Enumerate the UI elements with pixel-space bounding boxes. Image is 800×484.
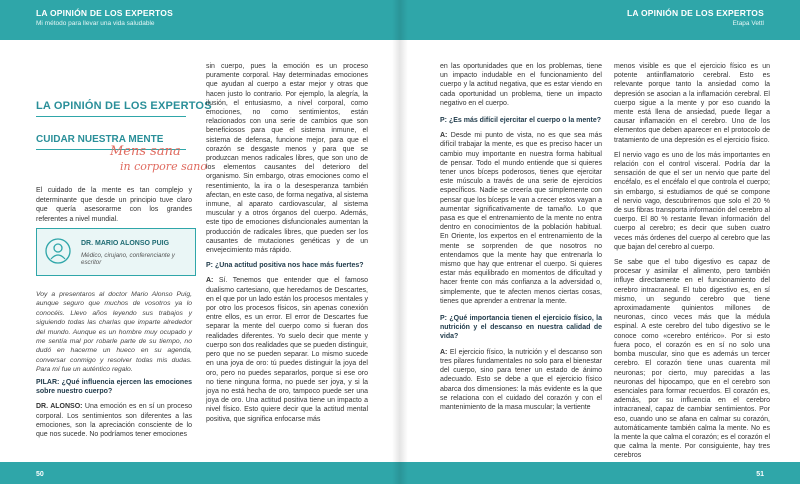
right-header-title: LA OPINIÓN DE LOS EXPERTOS [627, 8, 764, 18]
answer-2 [206, 276, 368, 423]
answer-4-label: A: [440, 348, 448, 356]
right-col2-paragraph-2: El nervio vago es uno de los más importantes en relación con el control visceral. Podría dar la sensación de que el ser un nervio que parte del encéfalo, es el encéfalo el que controla el cuerpo; sin embargo, si estudiamos de qué se compone el nervio vago, descubriremos que solo el 20 % de sus fibras transporta información del cerebro al cuerpo. El 80 % restante llevan información del cuerpo al cerebro; es decir que suben cuatro veces más órdenes del cuerpo al cerebro que las que bajan del cerebro al cuerpo. [614, 151, 770, 251]
book-spine [392, 0, 408, 484]
answer-1 [36, 402, 192, 439]
question-4: P: ¿Qué importancia tienen el ejercicio físico, la nutrición y el descanso en nuestra calidad de vida? [440, 315, 602, 341]
person-icon [45, 238, 71, 264]
answer-3-text: Desde mi punto de vista, no es que sea más difícil trabajar la mente, es que es preciso hacer un cambio muy importante en nuestra forma habitual de pensar. Todo el mundo entiende que si quieres tener unos bíceps poderosos, tienes que ejercitar este músculo a través de una serie de ejercicios específicos. Nadie se creería que simplemente con pensar que los bíceps le van a crecer estos vayan a aumentar significativamente de tamaño. Lo que pasa es que el entrenamiento de la mente no entra dentro en conocimientos de la población habitual. En Oriente, los expertos en el entrenamiento de la mente se sorprenden de que nosotros no entendamos que la mente hay que entrenarla lo mismo que hay que entrenar el cuerpo. Si quieres estar más equilibrado en momentos de dificultad y hacer frente con más confianza a la adversidad o, simplemente, que te afecten menos ciertas cosas, tienes que aprender a entrenar la mente. [440, 132, 602, 305]
right-header-subtitle: Etapa Vettl [732, 20, 764, 27]
right-col2-paragraph-1: menos visible es que el ejercicio físico es un potente antiinflamatorio cerebral. Esto es relevante porque tanto la ansiedad como la depresión se asocian a la inflamación cerebral. El cuerpo sigue a la mente y por eso cuando la mente está llena de ansiedad, puede llegar a causar inflamación en el cerebro. Uno de los elementos que deben aparecer en el protocolo de tratamiento de una depresión es el ejercicio físico. [614, 63, 770, 144]
answer-2-text: Sí. Tenemos que entender que el famoso dualismo cartesiano, que heredamos de Descartes, en el que por un lado están los procesos mentales y por otro los procesos físicos, sin apenas conexión entre ellos, es un error. El error de Descartes fue separar la mente del cuerpo como si fueran dos realidades diferentes. Yo suelo decir que mente y cuerpo son dos realidades que se pueden distinguir, pero que no se pueden separar. Lo mismo sucede en una joya de oro: tú puedes distinguir la joya del oro, pero no puedes separarlos, porque si ese oro no tiene ninguna forma, no puede ser joya, y si la joya no está hecha de oro, tampoco puede ser una joya de oro. Una actitud positiva tiene un impacto a nivel físico. Esto quiere decir que la actitud mental positiva, que significa enfocarse más [206, 277, 368, 423]
section-title: LA OPINIÓN DE LOS EXPERTOS [36, 100, 212, 112]
answer-4-text: El ejercicio físico, la nutrición y el descanso son tres pilares fundamentales no solo para el bienestar del cuerpo, sino para tener un estado de ánimo adecuado. Esto se debe a que el ejercicio físico abarca dos dimensiones: la más evidente es la que se relaciona con el cuidado del corazón y con el mantenimiento de la masa muscular; la vertiente [440, 348, 602, 411]
section-rule [36, 116, 186, 117]
expert-name: DR. MARIO ALONSO PUIG [81, 240, 170, 247]
question-1: PILAR: ¿Qué influencia ejercen las emociones sobre nuestro cuerpo? [36, 379, 192, 396]
answer-3 [440, 131, 602, 306]
left-col2-paragraph: sin cuerpo, pues la emoción es un proceso puramente corporal. Hay determinadas emociones que ayudan al cuerpo a estar mejor y otras que hacen justo lo contrario. Por ejemplo, la alegría, la ilusión, el entusiasmo, a nivel corporal, como emociones, no como sentimientos, están relacionados con una serie de cambios que son beneficiosos para que el sistema inmune, el sistema de defensa, funcione mejor, para que el corazón se desgaste menos y para que se produzcan menos radicales libres, que son uno de los elementos causantes del deterioro del organismo. Sin embargo, otras emociones como el resentimiento, la ira o la desesperanza también afectan, en este caso, de forma negativa, al sistema inmune, al aparato cardiovascular, al sistema muscular y a otros órganos del cuerpo. Además, este tipo de emociones disfuncionales aumentan la producción de radicales libres, que pueden ser los causantes de mutaciones genéticas y de un envejecimiento más rápido. [206, 63, 368, 255]
right-page [400, 0, 800, 484]
answer-3-label: A: [440, 132, 448, 140]
answer-1-text: Una emoción es en sí un proceso corporal. Los sentimientos son diferentes a las emociones, son la apreciación consciente de lo que nos sucede. No podríamos tener emociones [36, 403, 192, 439]
question-2: P: ¿Una actitud positiva nos hace más fuertes? [206, 262, 364, 270]
left-header-subtitle: Mi método para llevar una vida saludable [36, 20, 155, 27]
left-col2 [206, 62, 368, 430]
right-col2-paragraph-3: Se sabe que el tubo digestivo es capaz de procesar y asimilar el alimento, pero también influye directamente en el funcionamiento del cerebro intracraneal. El tubo digestivo es, en sí mismo, un segundo cerebro que tiene aproximadamente quinientos millones de neuronas, cinco veces más que la médula espinal. A este cerebro del tubo digestivo se le conoce como «cerebro entérico». Por si esto fuera poco, el corazón es en sí no solo una bomba muscular, sino que es además un tercer cerebro. El corazón tiene unas cuarenta mil neuronas; por cierto, muy parecidas a las neuronas del hipocampo, que en el cerebro son esenciales para formar recuerdos. El corazón es, además, por su influencia en el cerebro intracraneal, capaz de cambiar sentimientos. Por eso, cuando uno se afana en calmar su corazón, automáticamente también calma la mente. No es la mente la que calma el corazón; es el corazón el que calma la mente. Por consiguiente, hay tres cerebros [614, 259, 770, 460]
left-col1-qa [36, 378, 192, 445]
question-3: P: ¿Es más difícil ejercitar el cuerpo o la mente? [440, 117, 602, 125]
expert-card [36, 228, 196, 276]
script-line-2: in corpore sano [120, 160, 207, 173]
page-number-right: 51 [756, 471, 764, 478]
italic-intro: Voy a presentaros al doctor Mario Alonso Puig, aunque seguro que muchos de vosotros ya lo conocéis. Llevo años leyendo sus trabajos y siguiendo todas las charlas que imparte alrededor del mundo. Aunque es un hombre muy ocupado y me sentía mal por robarle parte de su tiempo, no dudó en hacerme un hueco en su agenda, conversar conmigo y resolver todas mis dudas. Para mí fue un auténtico regalo. [36, 291, 192, 374]
right-header-band [400, 0, 800, 40]
right-col2 [614, 62, 770, 467]
right-col1-paragraph: en las oportunidades que en los problemas, tiene un impacto indudable en el funcionamiento del cuerpo y la actitud negativa, que es estar viendo en cada oportunidad un problema, tiene un impacto negativo en el cuerpo. [440, 63, 602, 107]
answer-1-label: DR. ALONSO: [36, 403, 83, 411]
page-number-left: 50 [36, 471, 44, 478]
answer-4 [440, 348, 602, 412]
left-header-title: LA OPINIÓN DE LOS EXPERTOS [36, 8, 173, 18]
answer-2-label: A: [206, 277, 214, 285]
right-col1 [440, 62, 602, 418]
right-footer-band [400, 462, 800, 484]
subhead: CUIDAR NUESTRA MENTE [36, 134, 164, 145]
left-header-band [0, 0, 400, 40]
script-line-1: Mens sana [110, 144, 181, 159]
intro-text: El cuidado de la mente es tan complejo y determinante que desde un principio tuve claro que quería asesorarme con los grandes referentes a nivel mundial. [36, 187, 192, 223]
left-footer-band [0, 462, 400, 484]
expert-role: Médico, cirujano, conferenciante y escritor [81, 252, 175, 266]
